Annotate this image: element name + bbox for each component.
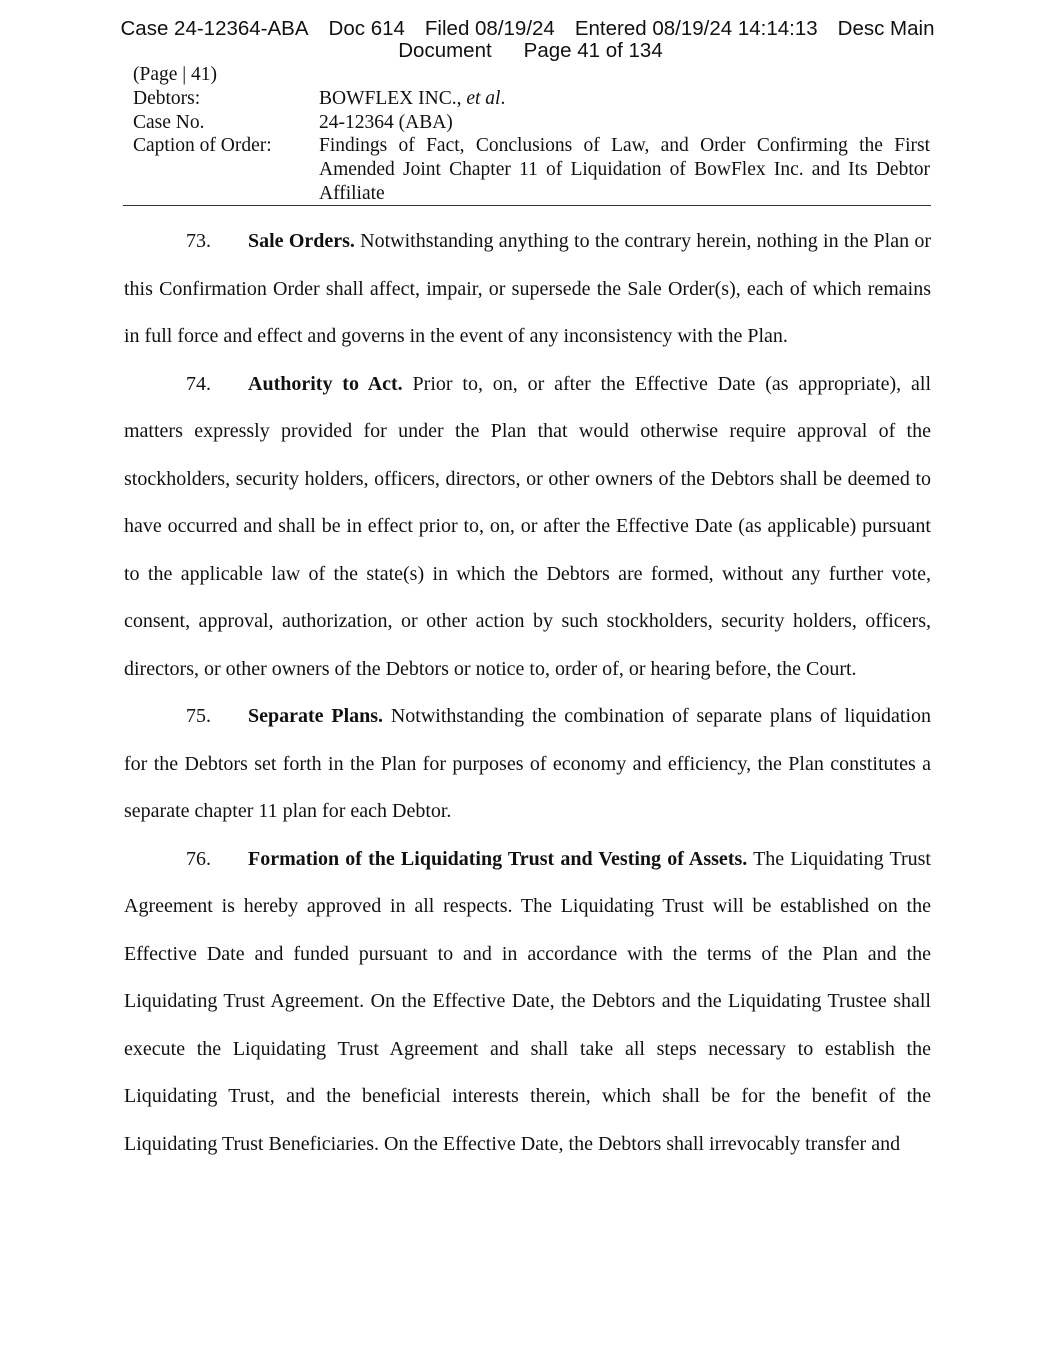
paragraph-title: Formation of the Liquidating Trust and Vesting of Assets. xyxy=(248,847,748,870)
paragraph-76 xyxy=(124,836,931,1169)
paragraph-title: Authority to Act. xyxy=(248,372,403,395)
debtors-name: BOWFLEX INC., xyxy=(319,87,462,109)
caption-page-row xyxy=(133,63,930,87)
caption-case-row xyxy=(133,111,930,135)
debtors-et-al: et al xyxy=(466,87,501,109)
court-filing-stamp xyxy=(0,18,1055,62)
stamp-entered-date: Entered 08/19/24 14:14:13 xyxy=(574,17,818,40)
stamp-line-1 xyxy=(0,18,1055,40)
paragraph-number: 76. xyxy=(186,847,211,870)
stamp-document-label: Document xyxy=(398,39,492,62)
caption-divider xyxy=(123,205,931,206)
caption-order-row xyxy=(133,134,930,205)
paragraph-74 xyxy=(124,361,931,694)
paragraph-number: 75. xyxy=(186,705,211,727)
caption-page-ref: (Page | 41) xyxy=(133,64,218,85)
caption-order-value: Findings of Fact, Conclusions of Law, and Order Confirming the First Amended Joint Chapter 11 of Liquidation of BowFlex Inc. and Its Debtor Affiliate xyxy=(319,135,930,204)
caption-debtors-row xyxy=(133,87,930,111)
paragraph-number: 74. xyxy=(186,372,211,395)
stamp-case-number: Case 24-12364-ABA xyxy=(120,17,309,40)
paragraph-title: Sale Orders. xyxy=(248,230,355,252)
stamp-desc: Desc Main xyxy=(837,17,935,40)
caption-case-value: 24-12364 (ABA) xyxy=(319,111,453,133)
debtors-period: . xyxy=(500,87,506,109)
paragraph-text: Notwithstanding anything to the contrary herein, nothing in the Plan or this Confirmation Order shall affect, impair, or supersede the Sale Order(s), each of which remains in full force and effect and governs in the event of any inconsistency with the Plan. xyxy=(124,230,932,347)
paragraph-75 xyxy=(124,693,931,836)
caption-debtors-label: Debtors: xyxy=(133,87,201,109)
paragraph-number: 73. xyxy=(186,230,211,252)
paragraph-text: Prior to, on, or after the Effective Date (as appropriate), all matters expressly provided for under the Plan that would otherwise require approval of the stockholders, security holders, officers, directors, or other owners of the Debtors shall be deemed to have occurred and shall be in effect prior to, on, or after the Effective Date (as applicable) pursuant to the applicable law of the state(s) in which the Debtors are formed, without any further vote, consent, approval, authorization, or other action by such stockholders, security holders, officers, directors, or other owners of the Debtors or notice to, order of, or hearing before, the Court. xyxy=(124,372,931,680)
caption-order-label: Caption of Order: xyxy=(133,135,272,157)
caption-debtors-value xyxy=(319,87,930,111)
document-body xyxy=(124,218,931,1168)
case-caption xyxy=(133,63,930,206)
paragraph-text: The Liquidating Trust Agreement is hereby approved in all respects. The Liquidating Trust will be established on the Effective Date and funded pursuant to and in accordance with the terms of the Plan and the Liquidating Trust Agreement. On the Effective Date, the Debtors and the Liquidating Trustee shall execute the Liquidating Trust Agreement and shall take all steps necessary to establish the Liquidating Trust, and the beneficial interests therein, which shall be for the benefit of the Liquidating Trust Beneficiaries. On the Effective Date, the Debtors shall irrevocably transfer and xyxy=(124,847,931,1155)
stamp-page-count: Page 41 of 134 xyxy=(523,39,663,62)
paragraph-text: Notwithstanding the combination of separate plans of liquidation for the Debtors set forth in the Plan for purposes of economy and efficiency, the Plan constitutes a separate chapter 11 plan for each Debtor. xyxy=(124,705,931,822)
paragraph-title: Separate Plans. xyxy=(248,705,384,727)
paragraph-73 xyxy=(124,218,931,361)
stamp-filed-date: Filed 08/19/24 xyxy=(424,17,555,40)
caption-case-label: Case No. xyxy=(133,111,205,133)
stamp-line-2 xyxy=(6,40,1055,62)
stamp-doc-number: Doc 614 xyxy=(328,17,405,40)
